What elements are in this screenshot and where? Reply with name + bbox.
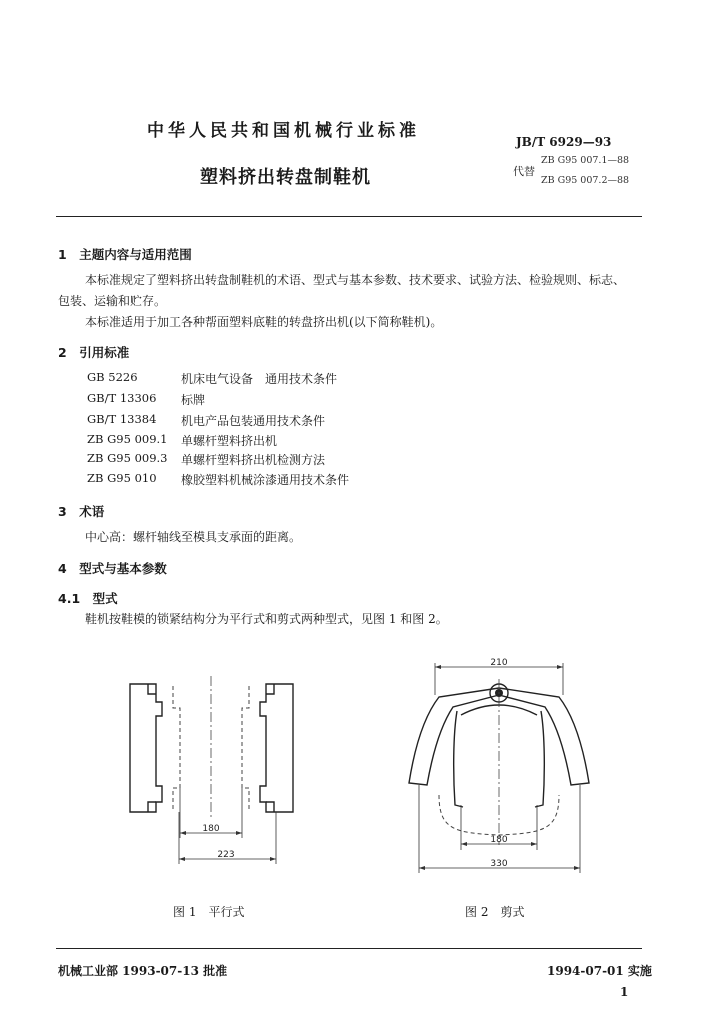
fig1-dim-inner: 180 [202,824,220,834]
section-1-para-2: 本标准适用于加工各种帮面塑料底鞋的转盘挤出机(以下简称鞋机)。 [85,315,443,329]
figure-1-caption: 图 1 平行式 [173,905,245,919]
ref-code-6: ZB G95 010 [87,471,157,485]
fig2-dim-inner: 180 [490,835,508,845]
ref-code-5: ZB G95 009.3 [87,451,168,465]
left-inner-mould [454,711,463,807]
left-clamp-block [130,684,162,812]
implementation-date: 1994-07-01 实施 [547,964,652,978]
page-number: 1 [620,985,629,999]
ref-code-4: ZB G95 009.1 [87,432,168,446]
section-1-para-1-line-1: 本标准规定了塑料挤出转盘制鞋机的术语、型式与基本参数、技术要求、试验方法、检验规则、标志、 [85,273,626,287]
replaces-label: 代替 [513,165,535,178]
mould-right-dashed [242,686,249,810]
ref-title-4: 单螺杆塑料挤出机 [181,434,278,448]
section-3-heading: 3 术语 [58,504,105,519]
approval-date: 机械工业部 1993-07-13 批准 [58,964,228,978]
ref-code-1: GB 5226 [87,370,138,384]
right-inner-mould [535,711,544,807]
footer-rule [56,948,642,949]
ref-title-5: 单螺杆塑料挤出机检测方法 [181,453,326,467]
right-clamp-inner [266,684,274,812]
org-title: 中华人民共和国机械行业标准 [147,121,420,141]
header-rule [56,216,642,217]
section-3-text: 中心高：螺杆轴线至模具支承面的距离。 [85,530,302,544]
section-1-para-1-line-2: 包装、运输和贮存。 [58,294,167,308]
ref-title-2: 标牌 [181,393,206,407]
figure-1-drawing [118,670,308,885]
standard-title: 塑料挤出转盘制鞋机 [200,167,371,188]
ref-code-3: GB/T 13384 [87,412,157,426]
fig2-dim-outer: 330 [490,859,508,869]
section-1-heading: 1 主题内容与适用范围 [58,247,192,262]
figure-2-caption: 图 2 剪式 [465,905,525,919]
replaced-standard-1: ZB G95 007.1—88 [541,155,630,166]
figure-2-drawing [395,655,610,880]
standard-code: JB/T 6929—93 [516,135,612,149]
ref-title-1: 机床电气设备 通用技术条件 [181,372,338,386]
section-4-1-heading: 4.1 型式 [58,591,118,606]
ref-title-3: 机电产品包装通用技术条件 [181,414,326,428]
section-4-heading: 4 型式与基本参数 [58,561,167,576]
fig1-dim-outer: 223 [217,850,235,860]
mould-left-dashed [173,686,180,810]
ref-code-2: GB/T 13306 [87,391,157,405]
section-2-heading: 2 引用标准 [58,345,130,360]
right-clamp-block [260,684,293,812]
replaced-standard-2: ZB G95 007.2—88 [541,175,630,186]
left-clamp-inner [148,684,156,812]
section-4-1-text: 鞋机按鞋模的锁紧结构分为平行式和剪式两种型式，见图 1 和图 2。 [85,612,448,626]
ref-title-6: 橡胶塑料机械涂漆通用技术条件 [181,473,350,487]
fig2-dim-top: 210 [490,658,508,668]
